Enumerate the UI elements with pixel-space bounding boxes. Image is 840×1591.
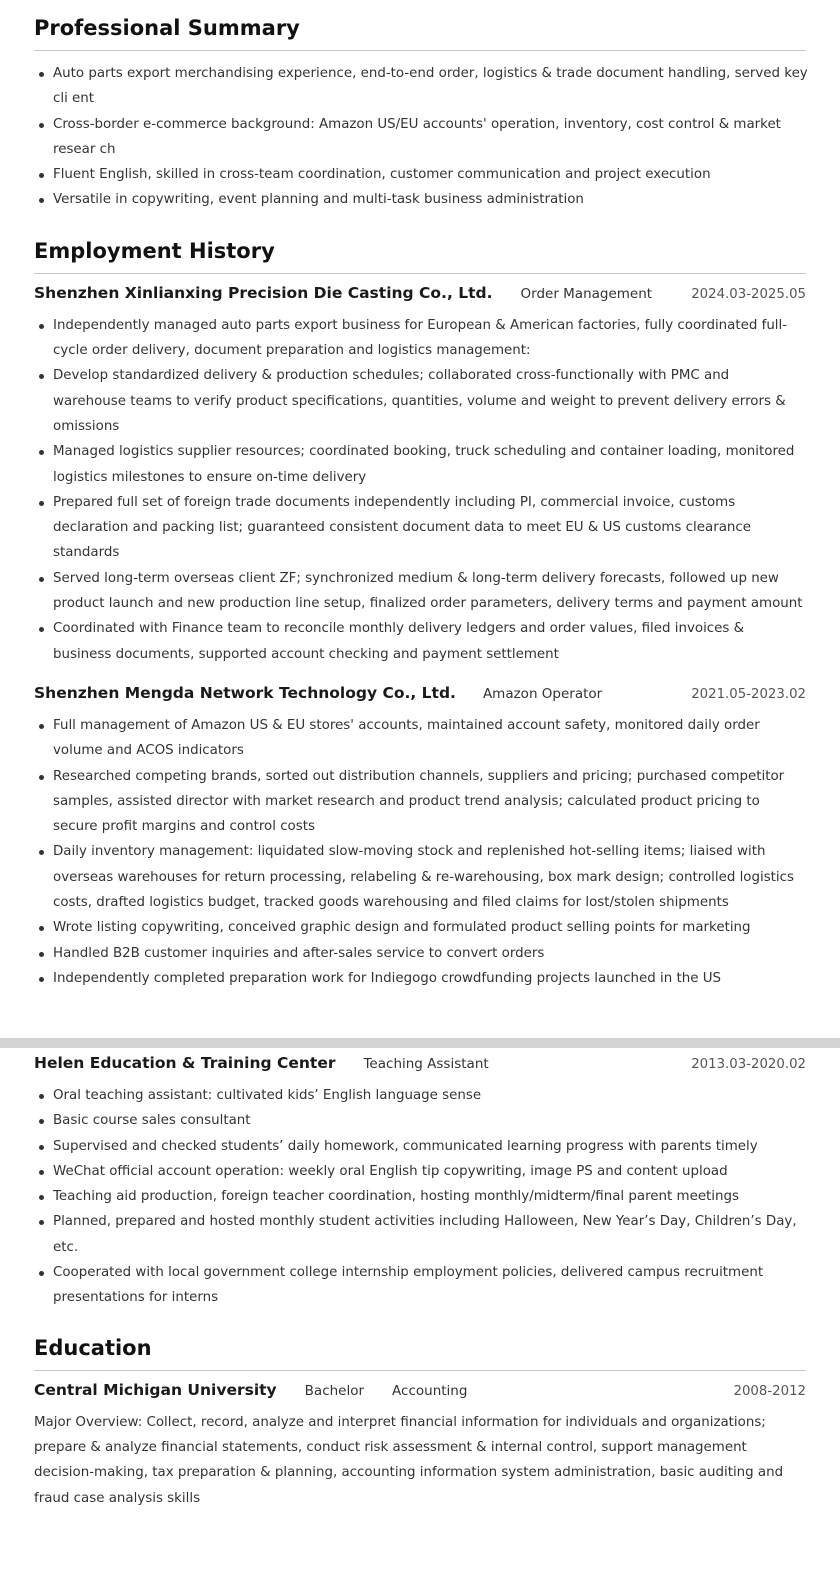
list-item: Managed logistics supplier resources; coordinated booking, truck scheduling and container loading, monitored logistics milestones to ensure on-time delivery <box>53 439 806 490</box>
job-company: Shenzhen Xinlianxing Precision Die Casting Co., Ltd. <box>34 283 493 302</box>
list-item: Planned, prepared and hosted monthly student activities including Halloween, New Year’s Day, Children’s Day, etc. <box>53 1209 806 1260</box>
list-item: Oral teaching assistant: cultivated kids’ English language sense <box>53 1083 806 1108</box>
list-item: Fluent English, skilled in cross-team coordination, customer communication and project execution <box>53 162 840 187</box>
education-dates: 2008-2012 <box>733 1383 806 1399</box>
job-dates: 2013.03-2020.02 <box>691 1057 806 1072</box>
job-dates: 2021.05-2023.02 <box>691 686 806 702</box>
list-item: Daily inventory management: liquidated slow-moving stock and replenished hot-selling items; liaised with overseas warehouses for return processing, relabeling & re-warehousing, box mark design; controlled logistics costs, drafted logistics budget, tracked goods warehousing and filed claims for lost/stolen shipments <box>53 839 806 915</box>
professional-summary-section <box>34 0 806 213</box>
job-entry <box>34 284 806 667</box>
list-item: Auto parts export merchandising experience, end-to-end order, logistics & trade document handling, served key cli ent <box>53 61 808 112</box>
job-bullets <box>34 1083 806 1311</box>
list-item: Basic course sales consultant <box>53 1108 806 1133</box>
section-title-education: Education <box>34 1334 806 1371</box>
job-company: Helen Education & Training Center <box>34 1054 336 1072</box>
list-item: WeChat official account operation: weekly oral English tip copywriting, image PS and content upload <box>53 1159 806 1184</box>
list-item: Independently managed auto parts export business for European & American factories, fully coordinated full-cycle order delivery, document preparation and logistics management: <box>53 313 806 364</box>
list-item: Wrote listing copywriting, conceived graphic design and formulated product selling points for marketing <box>53 915 806 940</box>
education-degree: Bachelor <box>304 1382 365 1399</box>
education-major: Accounting <box>392 1382 468 1399</box>
job-bullets <box>34 713 806 991</box>
list-item: Coordinated with Finance team to reconcile monthly delivery ledgers and order values, filed invoices & business documents, supported account checking and payment settlement <box>53 616 806 667</box>
summary-list <box>34 61 840 213</box>
job-entry <box>34 1048 806 1311</box>
job-company: Shenzhen Mengda Network Technology Co., Ltd. <box>34 683 456 702</box>
job-header <box>34 1054 806 1080</box>
job-header <box>34 684 806 710</box>
education-section <box>34 1311 806 1511</box>
list-item: Independently completed preparation work for Indiegogo crowdfunding projects launched in the US <box>53 966 806 991</box>
list-item: Cooperated with local government college internship employment policies, delivered campus recruitment presentations for interns <box>53 1260 806 1311</box>
list-item: Versatile in copywriting, event planning and multi-task business administration <box>53 187 840 212</box>
job-role: Teaching Assistant <box>363 1056 489 1072</box>
section-title-employment: Employment History <box>34 237 806 274</box>
page-break-divider <box>0 1038 840 1048</box>
job-entry <box>34 684 806 991</box>
list-item: Full management of Amazon US & EU stores' accounts, maintained account safety, monitored daily order volume and ACOS indicators <box>53 713 806 764</box>
employment-history-section <box>34 213 806 991</box>
education-overview: Major Overview: Collect, record, analyze and interpret financial information for individuals and organizations; prepare & analyze financial statements, conduct risk assessment & internal control, support management decision-making, tax preparation & planning, accounting information system administration, basic auditing and fraud case analysis skills <box>34 1414 784 1506</box>
education-school: Central Michigan University <box>34 1380 277 1399</box>
list-item: Researched competing brands, sorted out distribution channels, suppliers and pricing; purchased competitor samples, assisted director with market research and product trend analysis; calculated product pricing to secure profit margins and control costs <box>53 764 806 840</box>
job-role: Amazon Operator <box>482 685 603 702</box>
list-item: Develop standardized delivery & production schedules; collaborated cross-functionally with PMC and warehouse teams to verify product specifications, quantities, volume and weight to prevent delivery errors & omissions <box>53 363 806 439</box>
job-dates: 2024.03-2025.05 <box>691 286 806 302</box>
resume-page-2 <box>0 1048 840 1591</box>
section-title-summary: Professional Summary <box>34 14 806 51</box>
list-item: Prepared full set of foreign trade documents independently including PI, commercial invoice, customs declaration and packing list; guaranteed consistent document data to meet EU & US customs clearance standards <box>53 490 806 566</box>
list-item: Cross-border e-commerce background: Amazon US/EU accounts' operation, inventory, cost control & market resear ch <box>53 112 808 163</box>
education-header <box>34 1381 806 1407</box>
job-role: Order Management <box>520 285 653 302</box>
list-item: Served long-term overseas client ZF; synchronized medium & long-term delivery forecasts, followed up new product launch and new production line setup, finalized order parameters, delivery terms and payment amount <box>53 566 806 617</box>
job-header <box>34 284 806 310</box>
job-bullets <box>34 313 806 667</box>
list-item: Supervised and checked students’ daily homework, communicated learning progress with parents timely <box>53 1134 806 1159</box>
list-item: Teaching aid production, foreign teacher coordination, hosting monthly/midterm/final parent meetings <box>53 1184 806 1209</box>
list-item: Handled B2B customer inquiries and after-sales service to convert orders <box>53 941 806 966</box>
